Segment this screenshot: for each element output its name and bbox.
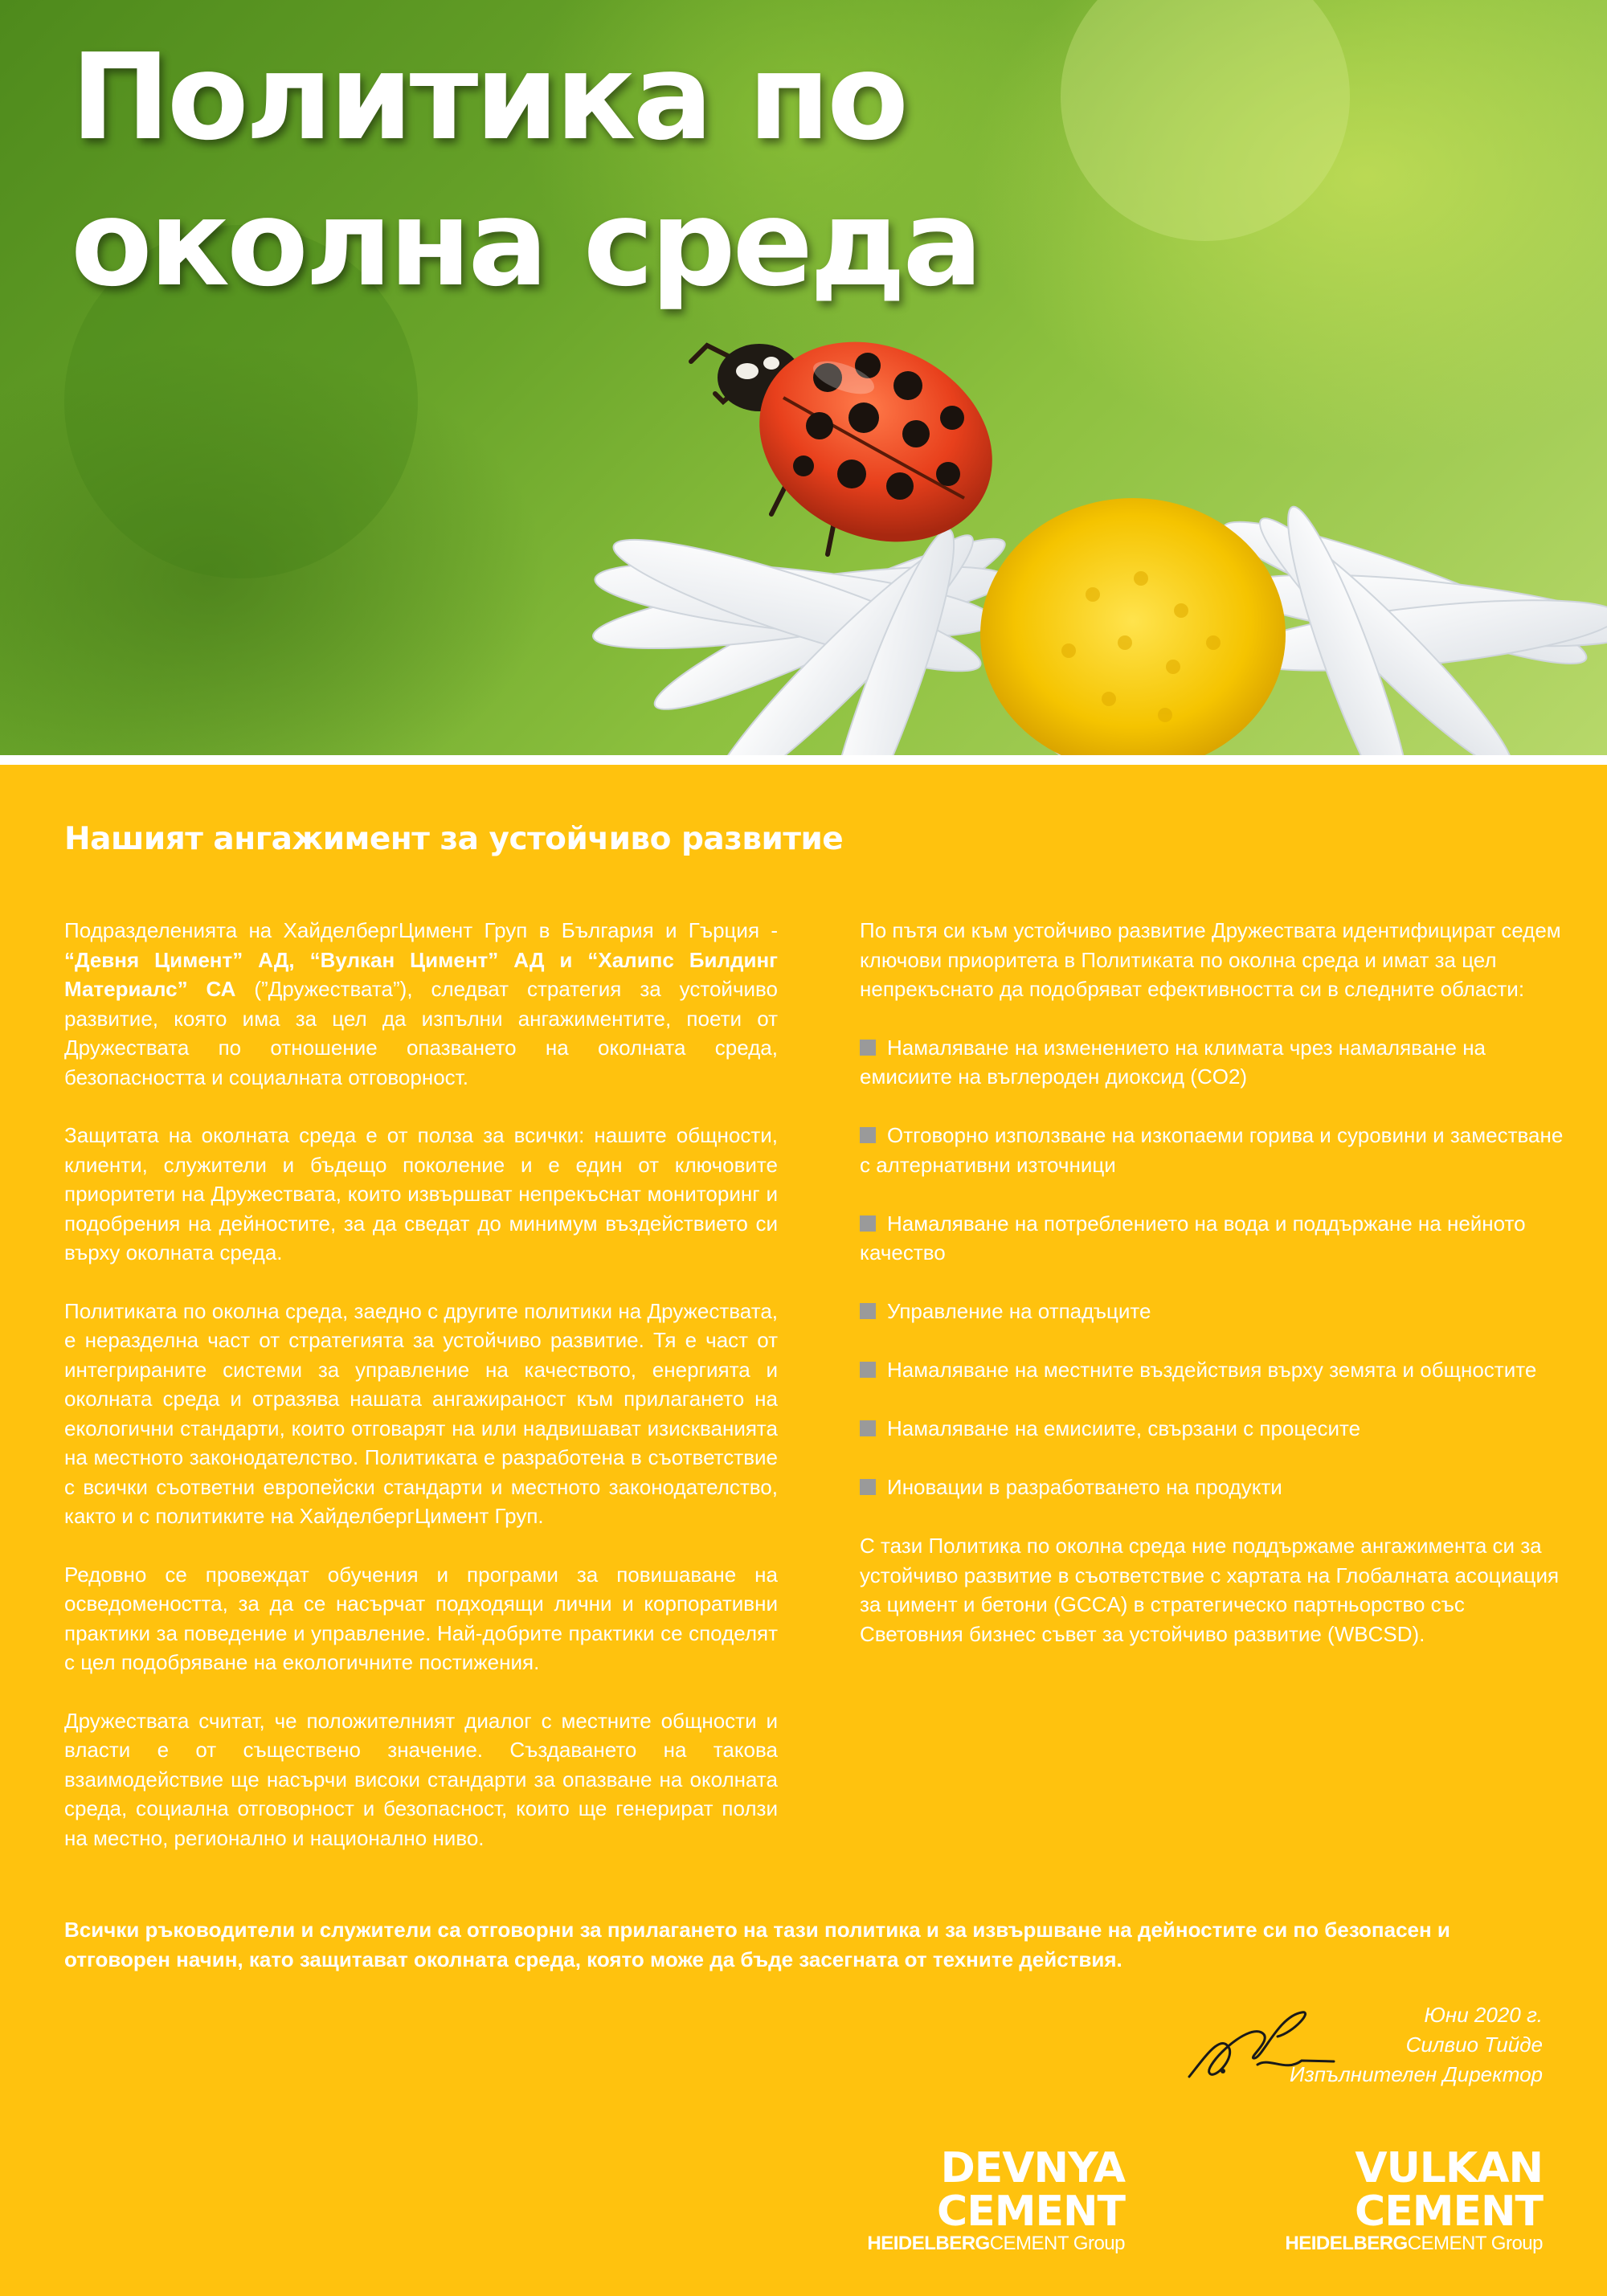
square-bullet-icon bbox=[860, 1215, 876, 1232]
hero-photo bbox=[0, 0, 1607, 755]
square-bullet-icon bbox=[860, 1127, 876, 1143]
square-bullet-icon bbox=[860, 1303, 876, 1319]
paragraph-5: Дружествата считат, че положителният диалог с местните общности и власти е от съществено значение. Създаването на такова взаимодействие ще насърчи високи стандарти за опазване на околната среда, социална отговорност и безопасност, които ще генерират ползи на местно, регионално и национално ниво. bbox=[64, 1708, 778, 1850]
list-item: Намаляване на местните въздействия върху земята и общностите bbox=[860, 1355, 1567, 1385]
square-bullet-icon bbox=[860, 1420, 876, 1436]
list-item: Намаляване на изменението на климата чрез намаляване на емисиите на въглероден диоксид (CO2) bbox=[860, 1035, 1486, 1089]
paragraph-3: Политиката по околна среда, заедно с другите политики на Дружествата, е неразделна част от стратегията за устойчиво развитие. Тя е част от интегрираните системи за управление на качеството, енергията и околната среда и отразява нашата ангажираност към прилагането на екологични стандарти, които отговарят на или надвишават изискванията на местното законодателство. Политиката е разработена в съответствие с всички съответни европейски стандарти и местното законодателство, както и с политиките на ХайделбергЦимент Груп. bbox=[64, 1298, 778, 1528]
responsibility-statement: Всички ръководители и служители са отговорни за прилагането на тази политика и за извършване на дейностите си по безопасен и отговорен начин, като защитават околната среда, която може да бъде засегната от техните действия. bbox=[64, 1918, 1450, 1971]
list-item: Намаляване на емисиите, свързани с процесите bbox=[860, 1414, 1567, 1444]
list-item: Намаляване на потреблението на вода и поддържане на нейното качество bbox=[860, 1211, 1526, 1264]
section-heading: Нашият ангажимент за устойчиво развитие bbox=[64, 821, 844, 857]
list-item: Отговорно използване на изкопаеми горива и суровини и заместване с алтернативни източници bbox=[860, 1123, 1564, 1177]
priorities-intro: По пътя си към устойчиво развитие Дружествата идентифицират седем ключови приоритета в Политиката по околна среда и имат за цел непрекъснато да подобряват ефективността си в следните области: bbox=[860, 918, 1561, 1001]
divider bbox=[0, 755, 1607, 765]
signatory-role: Изпълнителен Директор bbox=[1289, 2062, 1543, 2086]
signature-date: Юни 2020 г. bbox=[1424, 2003, 1543, 2027]
vulkan-cement-logo: VULKAN CEMENT HEIDELBERGCEMENT Group bbox=[1285, 2144, 1543, 2254]
signature-text bbox=[1290, 2000, 1543, 2090]
square-bullet-icon bbox=[860, 1362, 876, 1378]
devnya-cement-logo: DEVNYA CEMENT HEIDELBERGCEMENT Group bbox=[867, 2144, 1125, 2254]
square-bullet-icon bbox=[860, 1040, 876, 1056]
list-item: Иновации в разработването на продукти bbox=[860, 1473, 1567, 1502]
paragraph-1: Подразделенията на ХайделбергЦимент Груп в България и Гърция - “Девня Цимент” АД, “Вулкан Цимент” АД и “Халипс Билдинг Материалс” СА (”Дружествата”), следват стратегия за устойчиво развитие, която има за цел да изпълни ангажиментите, поети от Дружествата по отношение опазването на околната среда, безопасността и социалната отговорност. bbox=[64, 918, 778, 1089]
companies-bold: “Девня Цимент” АД, “Вулкан Цимент” АД и “Халипс Билдинг Материалс” СА bbox=[64, 947, 778, 1001]
signatory-name: Силвио Тийде bbox=[1405, 2032, 1543, 2057]
priorities-list bbox=[860, 1033, 1567, 1502]
paragraph-2: Защитата на околната среда е от полза за всички: нашите общности, клиенти, служители и бъдещо поколение и е един от ключовите приоритети на Дружествата, които извършват непрекъснат мониторинг и подобрения на дейностите, за да сведат до минимум въздействието си върху околната среда. bbox=[64, 1123, 778, 1264]
company-logos bbox=[0, 2144, 1607, 2254]
paragraph-4: Редовно се провеждат обучения и програми за повишаване на осведомеността, за да се насърчат подходящи лични и корпоративни практики за поведение и управление. Най-добрите практики се споделят с цел подобряване на екологичните постижения. bbox=[64, 1562, 778, 1674]
right-column bbox=[860, 916, 1567, 1677]
signature-block bbox=[1173, 2000, 1543, 2097]
square-bullet-icon bbox=[860, 1479, 876, 1495]
page-title: Политика по околна среда bbox=[71, 28, 980, 313]
list-item: Управление на отпадъците bbox=[860, 1297, 1567, 1326]
left-column bbox=[64, 916, 778, 1881]
closing-paragraph: С тази Политика по околна среда ние поддържаме ангажимента си за устойчиво развитие в съответствие с хартата на Глобалната асоциация за цимент и бетони (GCCA) в стратегическо партньорство със Световния бизнес съвет за устойчиво развитие (WBCSD). bbox=[860, 1534, 1560, 1646]
